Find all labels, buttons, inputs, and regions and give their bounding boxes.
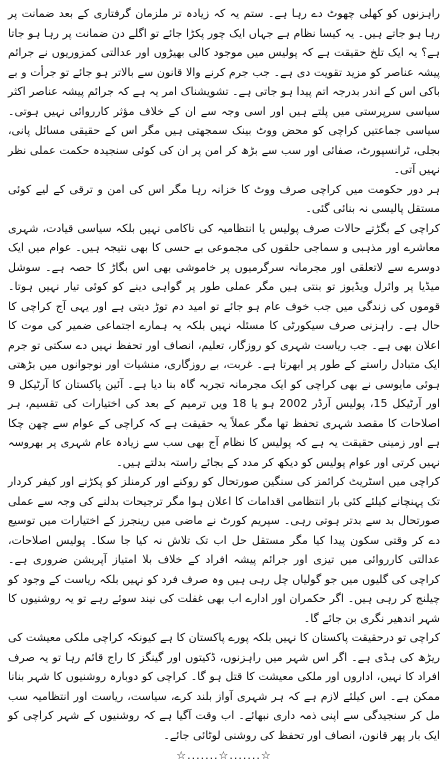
article-paragraph-2: ہر دور حکومت میں کراچی صرف ووٹ کا خزانہ رہا مگر اس کی امن و ترقی کے لیے کوئی مستقل پالیسی نہ بنائی گئی۔ [8,182,440,215]
article-paragraph-4: کراچی میں اسٹریٹ کرائمز کی سنگین صورتحال کو روکنے اور کرمنلز کو پکڑنے اور کیفر کردار تک پہنچانے کیلئے کئی بار انتظامی اقدامات کا اعلان ہوا مگر ترجیحات بدلنے کی وجہ سے عملی صورتحال بد سے بدتر ہوتی رہی۔ سپریم کورٹ نے ماضی میں رینجرز کے اختیارات میں توسیع دے کر وقتی سکون پیدا کیا مگر مستقل حل اب تک تلاش نہ کیا جا سکا۔ پولیس اصلاحات، عدالتی کارروائی میں تیزی اور جرائم پیشہ افراد کے خلاف بلا امتیاز آپریشن ضروری ہے۔ کراچی کی گلیوں میں جو گولیاں چل رہی ہیں وہ صرف فرد کو نہیں بلکہ ریاست کے وجود کو چیلنج کر رہی ہیں۔ اگر حکمران اور ادارے اب بھی غفلت کی نیند سوئے رہے تو یہ روشنیوں کا شہر اندھیر نگری بن جائے گا۔ [8,475,440,625]
article-paragraph-1: راہزنوں کو کھلی چھوٹ دے رہا ہے۔ ستم یہ کہ زیادہ تر ملزمان گرفتاری کے بعد ضمانت پر رہا ہو جاتے ہیں۔ یہ کیسا نظام ہے جہاں ایک چور پکڑا جائے تو اگلے دن ضمانت پر رہا ہو جاتا ہے؟ یہ ایک تلخ حقیقت ہے کہ پولیس میں موجود کالی بھیڑوں اور عدالتی کمزوریوں نے جرائم پیشہ عناصر کو مزید تقویت دی ہے۔ جب جرم کرنے والا قانون سے بالاتر ہو جائے تو جرأت و بے باکی اس کے اندر بدرجہ اتم پیدا ہو جاتی ہے۔ تشویشناک امر یہ ہے کہ جرائم پیشہ عناصر اکثر سیاسی سرپرستی میں پلتے ہیں اور اسی وجہ سے ان کے خلاف مؤثر کارروائی نہیں ہوتی۔ سیاسی جماعتیں کراچی کو محض ووٹ بینک سمجھتی ہیں مگر اس کے حقیقی مسائل پانی، بجلی، ٹرانسپورٹ، صفائی اور سب سے بڑھ کر امن پر ان کی کوئی سنجیدہ حکمت عملی نظر نہیں آتی۔ [8,7,440,176]
footer-ornament: ☆.......☆.......☆ [176,749,272,762]
article-paragraph-3: کراچی کے بگڑتے حالات صرف پولیس یا انتظامیہ کی ناکامی نہیں بلکہ سیاسی قیادت، شہری معاشرے اور مذہبی و سماجی حلقوں کی مجموعی بے حسی کا بھی نتیجہ ہیں۔ عوام میں ایک دوسرے سے لاتعلقی اور مجرمانہ سرگرمیوں پر خاموشی بھی اس بگاڑ کا حصہ ہے۔ سوشل میڈیا پر وائرل ویڈیوز تو بنتی ہیں مگر عملی طور پر گواہی دینے کو کوئی تیار نہیں ہوتا۔ قوموں کی زندگی میں جب خوف عام ہو جائے تو امید دم توڑ دیتی ہے اور یہی آج کراچی کا حال ہے۔ راہزنی صرف سیکورٹی کا مسئلہ نہیں بلکہ یہ ہمارے اجتماعی ضمیر کی موت کا اعلان بھی ہے۔ جب ریاست شہری کو روزگار، تعلیم، انصاف اور تحفظ نہیں دے سکتی تو جرم ایک متبادل راستے کے طور پر ابھرتا ہے۔ غربت، بے روزگاری، منشیات اور نوجوانوں میں بڑھتی ہوئی مایوسی نے بھی کراچی کو ایک مجرمانہ تجربہ گاہ بنا دیا ہے۔ آئین پاکستان کا آرٹیکل 9 اور آرٹیکل 15، پولیس آرڈر 2002 ہو یا 18 ویں ترمیم کے بعد کی اختیارات کی تقسیم، ہر اصلاحات کا مقصد شہری تحفظ تھا مگر عملاً یہ حقیقت ہے کہ کراچی کے عوام سے چھن چکا ہے اور زمینی حقیقت یہ ہے کہ پولیس کا نظام آج بھی سب سے زیادہ عام شہری پر بھروسہ نہیں کرتی اور عوام پولیس کو دیکھ کر مدد کے بجائے راستہ بدلتے ہیں۔ [8,221,440,469]
article-paragraph-5: کراچی تو درحقیقت پاکستان کا نہیں بلکہ پورے پاکستان کا ہے کیونکہ کراچی ملکی معیشت کی ریڑھ کی ہڈی ہے۔ اگر اس شہر میں راہزنوں، ڈکیتوں اور گینگز کا راج قائم رہا تو یہ صرف افراد کا نہیں، اداروں اور ملکی معیشت کا قتل ہو گا۔ کراچی کو دوبارہ روشنیوں کا شہر بنانا ممکن ہے۔ اس کیلئے لازم ہے کہ ہر شہری آواز بلند کرے، سیاست، ریاست اور انتظامیہ سب مل کر سنجیدگی سے اپنی ذمہ داری نبھائے۔ اب وقت آگیا ہے کہ روشنیوں کے شہر کراچی کو ایک بار پھر قانون، انصاف اور تحفظ کی روشنی لوٹائی جائے۔ [8,631,440,742]
